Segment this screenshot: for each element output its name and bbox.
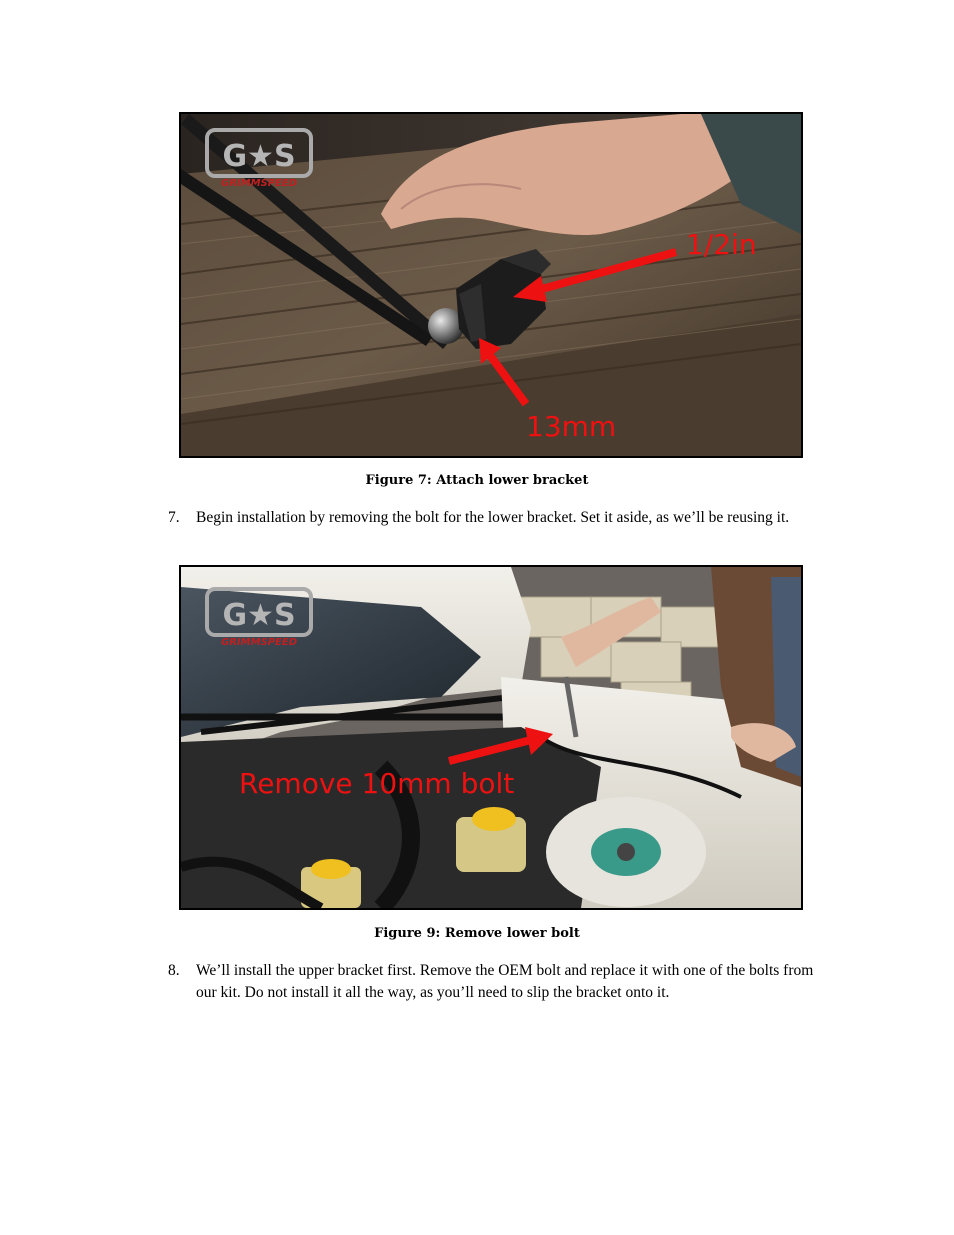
grimmspeed-logo	[207, 589, 311, 648]
step-7-text: Begin installation by removing the bolt for the lower bracket. Set it aside, as we’ll be reusing it.	[196, 509, 790, 526]
bracket-photo	[181, 114, 801, 456]
step-8-number: 8.	[168, 962, 180, 979]
figure-7-photo	[179, 112, 803, 458]
engine-bay-photo	[181, 567, 801, 908]
step-7-number: 7.	[168, 509, 180, 526]
figure-9-caption: Figure 9: Remove lower bolt	[374, 926, 580, 941]
step-8-text: We’ll install the upper bracket first. Remove the OEM bolt and replace it with one of the bolts from our kit. Do not install it all the way, as you’ll need to slip the bracket onto it.	[196, 962, 814, 1001]
figure-7-caption: Figure 7: Attach lower bracket	[365, 473, 589, 488]
logo-text: GRIMMSPEED	[220, 178, 298, 189]
logo-text: GRIMMSPEED	[220, 637, 298, 648]
svg-text:G★S: G★S	[222, 598, 296, 633]
grimmspeed-logo	[207, 130, 311, 189]
callout-remove-10mm-bolt: Remove 10mm bolt	[239, 767, 515, 800]
callout-half-inch: 1/2in	[686, 228, 757, 261]
figure-9-photo	[179, 565, 803, 910]
callout-13mm: 13mm	[526, 410, 617, 443]
svg-text:G★S: G★S	[222, 139, 296, 174]
